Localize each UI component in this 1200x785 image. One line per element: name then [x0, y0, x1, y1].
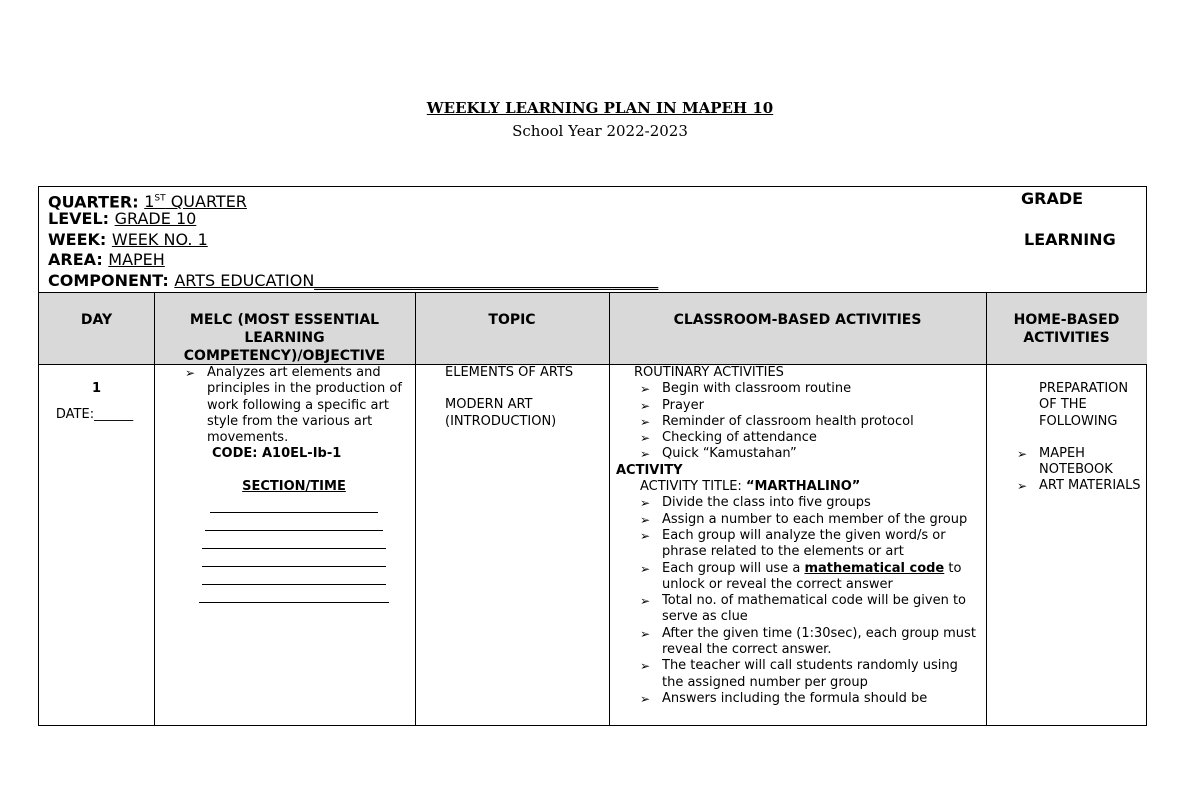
list-item: ➢ Checking of attendance	[640, 430, 981, 446]
list-item: ➢ After the given time (1:30sec), each group must reveal the correct answer.	[640, 626, 981, 659]
area-line: AREA: MAPEH	[48, 250, 165, 269]
blank-line	[202, 567, 386, 585]
topic-elements: ELEMENTS OF ARTS	[445, 365, 574, 380]
melc-cell	[185, 365, 403, 603]
day-cell	[39, 365, 154, 424]
lesson-plan-table	[38, 186, 1147, 726]
blank-line	[202, 531, 386, 549]
classroom-cell	[616, 365, 981, 707]
topic-modern-art: MODERN ART (INTRODUCTION)	[445, 397, 557, 429]
col-topic: TOPIC	[415, 293, 609, 365]
col-home: HOME-BASED ACTIVITIES	[986, 293, 1147, 365]
blank-line	[205, 513, 383, 531]
school-year: School Year 2022-2023	[512, 122, 688, 140]
list-item: ➢ Total no. of mathematical code will be given to serve as clue	[640, 593, 981, 626]
divider	[415, 293, 416, 725]
list-item: ➢ MAPEH NOTEBOOK	[1017, 446, 1141, 479]
grade-label: GRADE	[1021, 189, 1084, 208]
competency-code: CODE: A10EL-Ib-1	[212, 446, 342, 462]
list-item: ➢ ART MATERIALS	[1017, 478, 1141, 494]
home-cell	[1013, 365, 1141, 495]
list-item: ➢ The teacher will call students randomly using the assigned number per group	[640, 658, 981, 691]
list-item: ➢ Assign a number to each member of the group	[640, 512, 981, 528]
melc-objective: ➢ Analyzes art elements and principles in the production of work following a specific art style from the various art movements.	[185, 365, 403, 446]
date-field: DATE:______	[55, 407, 134, 423]
plan-header	[39, 187, 1146, 293]
list-item: ➢ Each group will analyze the given word/s or phrase related to the elements or art	[640, 528, 981, 561]
col-melc: MELC (MOST ESSENTIAL LEARNING COMPETENCY)/OBJECTIVE	[154, 293, 415, 365]
home-intro: PREPARATION OF THE FOLLOWING	[1039, 381, 1129, 429]
list-item: ➢ Each group will use a mathematical code to unlock or reveal the correct answer	[640, 561, 981, 594]
document-title: WEEKLY LEARNING PLAN IN MAPEH 10	[426, 99, 774, 117]
col-classroom: CLASSROOM-BASED ACTIVITIES	[609, 293, 986, 365]
list-item: ➢ Reminder of classroom health protocol	[640, 414, 981, 430]
activity-title: ACTIVITY TITLE: “MARTHALINO”	[640, 479, 861, 495]
blank-line	[202, 549, 386, 567]
level-line: LEVEL: GRADE 10	[48, 209, 197, 228]
list-item: ➢ Prayer	[640, 398, 981, 414]
list-item: ➢ Answers including the formula should be	[640, 691, 981, 707]
section-time-label: SECTION/TIME	[242, 478, 346, 494]
routinary-title: ROUTINARY ACTIVITIES	[634, 365, 784, 380]
list-item: ➢ Quick “Kamustahan”	[640, 446, 981, 462]
list-item: ➢ Divide the class into five groups	[640, 495, 981, 511]
divider	[986, 293, 987, 725]
list-item: ➢ Begin with classroom routine	[640, 381, 981, 397]
activity-heading: ACTIVITY	[616, 462, 683, 478]
week-line: WEEK: WEEK NO. 1	[48, 230, 208, 249]
learning-label: LEARNING	[1024, 230, 1116, 249]
blank-line	[199, 585, 389, 603]
topic-cell	[445, 365, 600, 430]
day-number: 1	[91, 381, 102, 396]
divider	[154, 293, 155, 725]
col-day: DAY	[39, 293, 154, 365]
component-line: COMPONENT: ARTS EDUCATION___________________________________________	[48, 271, 659, 290]
quarter-line: QUARTER: 1ST QUARTER	[48, 192, 247, 212]
blank-line	[210, 495, 378, 513]
divider	[609, 293, 610, 725]
